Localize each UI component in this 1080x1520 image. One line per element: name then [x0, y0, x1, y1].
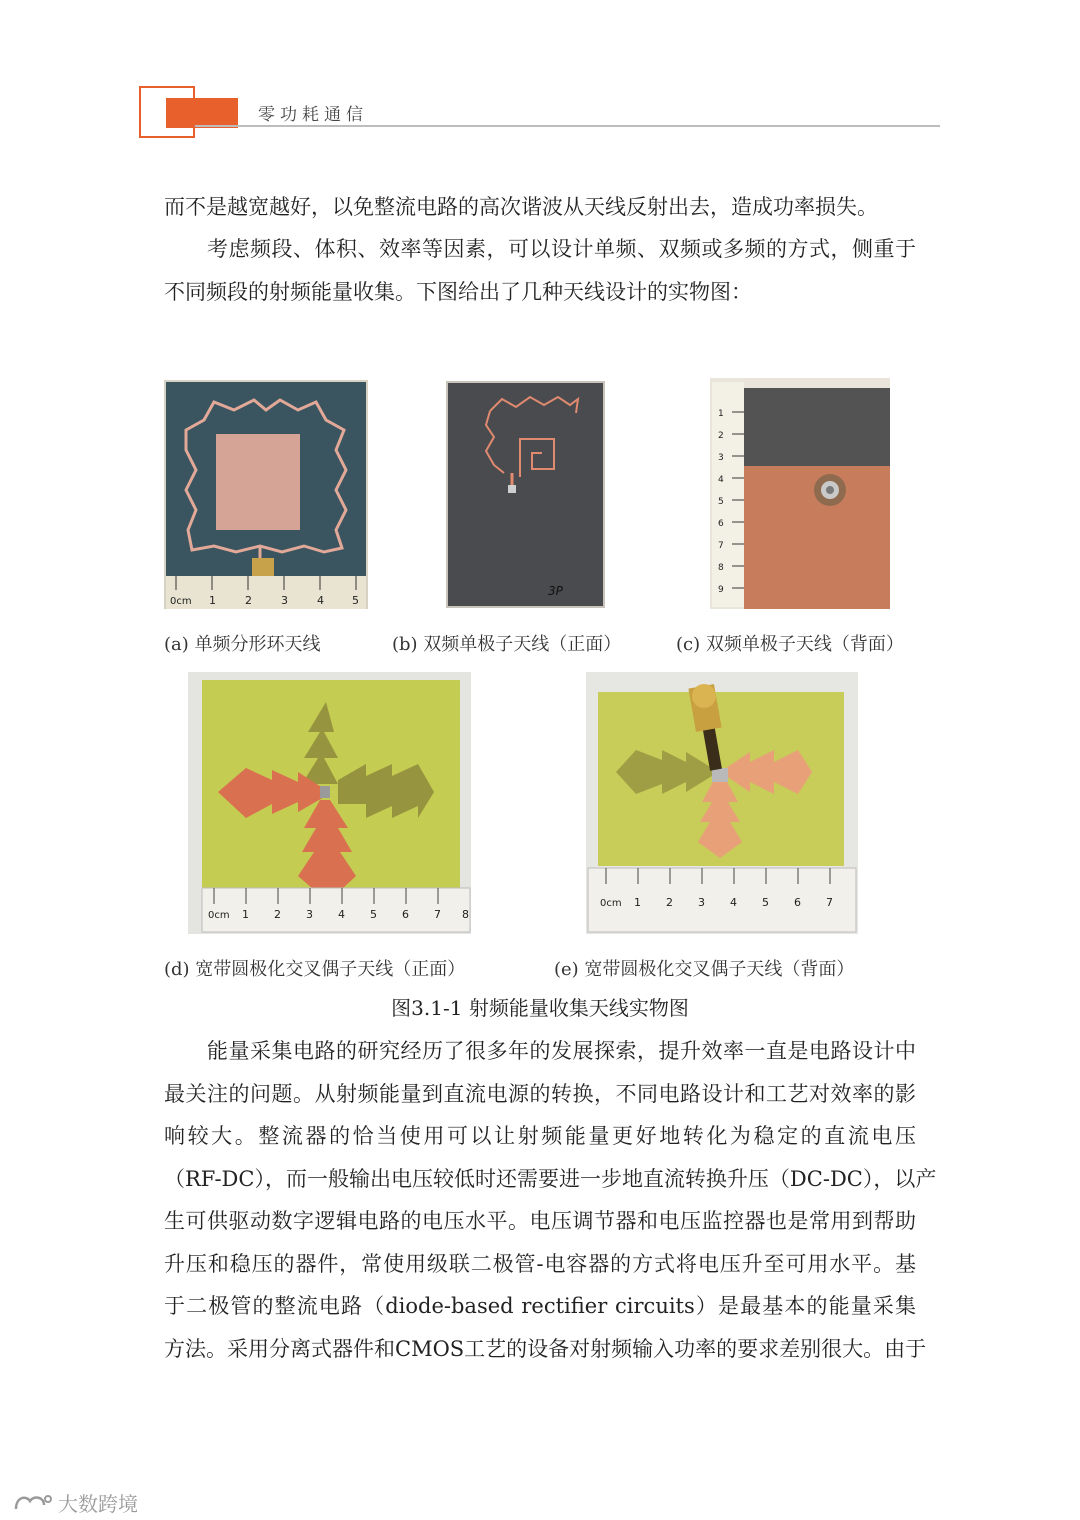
ruler-d-tick: 3	[306, 908, 313, 921]
ruler-a-tick: 4	[317, 594, 324, 607]
photo-b-drawing	[446, 381, 605, 608]
ruler-e-unit: 0cm	[600, 898, 622, 909]
watermark	[12, 1488, 138, 1517]
figure-title: 图3.1-1 射频能量收集天线实物图	[391, 996, 689, 1020]
ruler-c-tick: 5	[718, 497, 724, 507]
ruler-c-tick: 6	[718, 519, 724, 529]
photo-b-dual-band-monopole-front	[446, 381, 605, 608]
running-header-title: 零功耗通信	[258, 105, 368, 125]
text-line: 响较大。整流器的恰当使用可以让射频能量更好地转化为稳定的直流电压	[164, 1124, 916, 1148]
text-line: 考虑频段、体积、效率等因素，可以设计单频、双频或多频的方式，侧重于	[164, 237, 916, 261]
ruler-d-tick: 1	[242, 908, 249, 921]
ruler-e-tick: 5	[762, 896, 769, 909]
ruler-a-unit: 0cm	[170, 596, 192, 607]
ruler-d-tick: 6	[402, 908, 409, 921]
text-line: 升压和稳压的器件，常使用级联二极管-电容器的方式将电压升至可用水平。基	[164, 1251, 916, 1276]
ruler-d-unit: 0cm	[208, 910, 230, 921]
ruler-a-tick: 5	[352, 594, 359, 607]
text-line: 能量采集电路的研究经历了很多年的发展探索，提升效率一直是电路设计中	[164, 1039, 916, 1063]
caption-a: (a) 单频分形环天线	[164, 634, 321, 655]
caption-d: (d) 宽带圆极化交叉偶子天线（正面）	[164, 959, 466, 980]
ruler-e-tick: 6	[794, 896, 801, 909]
photo-e-cross-dipole-back	[586, 672, 858, 934]
ruler-d-tick: 2	[274, 908, 281, 921]
ruler-c-tick: 3	[718, 453, 724, 463]
photo-e-drawing	[586, 672, 858, 934]
photo-c-drawing	[710, 378, 890, 609]
ruler-a-tick: 2	[245, 594, 252, 607]
ruler-e-tick: 7	[826, 896, 833, 909]
text-line: （RF-DC），而一般输出电压较低时还需要进一步地直流转换升压（DC-DC），以产	[164, 1166, 937, 1191]
header-rule	[195, 125, 940, 127]
ruler-a-tick: 1	[209, 594, 216, 607]
paragraph-3	[164, 1030, 937, 1370]
ruler-c-tick: 1	[718, 409, 724, 419]
ruler-d-tick: 5	[370, 908, 377, 921]
ruler-c-tick: 8	[718, 563, 724, 573]
text-line: 方法。采用分离式器件和CMOS工艺的设备对射频输入功率的要求差别很大。由于	[164, 1336, 927, 1361]
ruler-e-tick: 1	[634, 896, 641, 909]
photo-d-cross-dipole-front	[188, 672, 471, 934]
board-label: 3P	[548, 584, 563, 598]
caption-c: (c) 双频单极子天线（背面）	[676, 634, 904, 655]
photo-a-drawing	[164, 380, 368, 609]
text-line: 于二极管的整流电路（diode-based rectifier circuits）是最基本的能量采集	[164, 1294, 916, 1318]
watermark-text: 大数跨境	[58, 1492, 138, 1516]
watermark-logo-icon	[12, 1491, 52, 1515]
paragraph-2	[164, 228, 916, 313]
ruler-e-tick: 3	[698, 896, 705, 909]
photo-c-dual-band-monopole-back	[710, 378, 890, 609]
photo-a-fractal-loop-antenna	[164, 380, 368, 609]
ruler-c-tick: 4	[718, 475, 724, 485]
photo-d-drawing	[188, 672, 471, 934]
ruler-c-tick: 7	[718, 541, 724, 551]
header-accent-bar	[166, 98, 238, 128]
ruler-d-tick: 7	[434, 908, 441, 921]
ruler-e-tick: 2	[666, 896, 673, 909]
text-line: 最关注的问题。从射频能量到直流电源的转换，不同电路设计和工艺对效率的影	[164, 1081, 916, 1106]
ruler-c-tick: 2	[718, 431, 724, 441]
ruler-a-tick: 3	[281, 594, 288, 607]
ruler-d-tick: 8	[462, 908, 469, 921]
caption-b: (b) 双频单极子天线（正面）	[392, 634, 622, 655]
paragraph-1	[164, 186, 916, 229]
caption-e: (e) 宽带圆极化交叉偶子天线（背面）	[554, 959, 855, 980]
ruler-e-tick: 4	[730, 896, 737, 909]
ruler-d-tick: 4	[338, 908, 345, 921]
ruler-c-tick: 9	[718, 585, 724, 595]
text-line: 而不是越宽越好，以免整流电路的高次谐波从天线反射出去，造成功率损失。	[164, 195, 878, 219]
text-line: 生可供驱动数字逻辑电路的电压水平。电压调节器和电压监控器也是常用到帮助	[164, 1209, 916, 1233]
text-line: 不同频段的射频能量收集。下图给出了几种天线设计的实物图：	[164, 279, 752, 304]
